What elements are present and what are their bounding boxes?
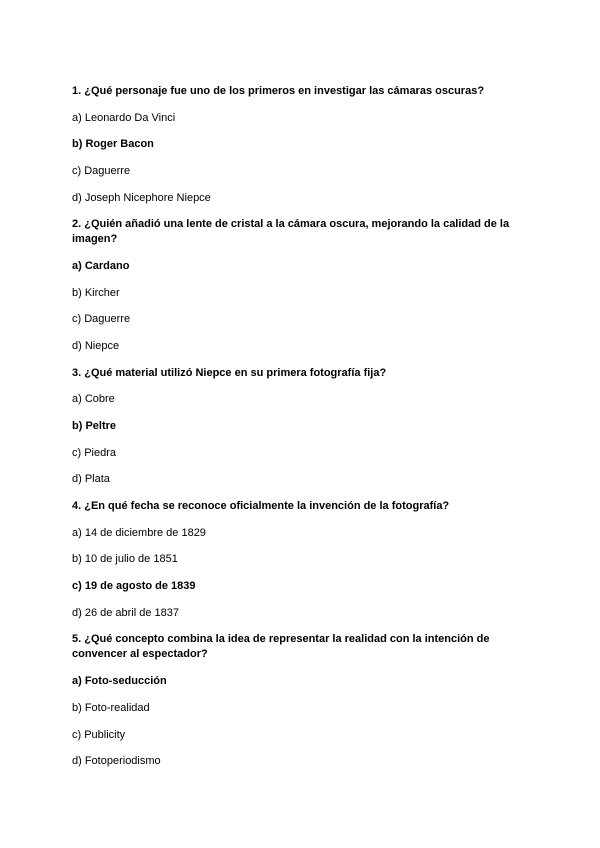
question-5: 5. ¿Qué concepto combina la idea de representar la realidad con la intención de convencer al espectador?: [72, 633, 490, 660]
q3-option-a: a) Cobre: [72, 393, 115, 405]
q1-option-c: c) Daguerre: [72, 165, 131, 177]
q2-option-b: b) Kircher: [72, 287, 120, 299]
q4-option-a: a) 14 de diciembre de 1829: [72, 527, 206, 539]
q3-option-d: d) Plata: [72, 473, 110, 485]
question-2: 2. ¿Quién añadió una lente de cristal a la cámara oscura, mejorando la calidad de la imagen?: [72, 218, 510, 245]
q1-option-d: d) Joseph Nicephore Niepce: [72, 192, 211, 204]
q5-option-d: d) Fotoperiodismo: [72, 755, 161, 767]
q5-option-c: c) Publicity: [72, 729, 126, 741]
q4-option-d: d) 26 de abril de 1837: [72, 607, 180, 619]
q5-option-b: b) Foto-realidad: [72, 702, 150, 714]
q2-option-d: d) Niepce: [72, 340, 120, 352]
q5-option-a-correct: a) Foto-seducción: [72, 675, 167, 687]
q1-option-b-correct: b) Roger Bacon: [72, 138, 154, 150]
question-3: 3. ¿Qué material utilizó Niepce en su primera fotografía fija?: [72, 367, 387, 379]
q3-option-c: c) Piedra: [72, 447, 117, 459]
q4-option-c-correct: c) 19 de agosto de 1839: [72, 580, 196, 592]
q2-option-c: c) Daguerre: [72, 313, 131, 325]
q1-option-a: a) Leonardo Da Vinci: [72, 112, 176, 124]
q4-option-b: b) 10 de julio de 1851: [72, 553, 178, 565]
question-4: 4. ¿En qué fecha se reconoce oficialmente la invención de la fotografía?: [72, 500, 450, 512]
q3-option-b-correct: b) Peltre: [72, 420, 117, 432]
q2-option-a-correct: a) Cardano: [72, 260, 130, 272]
question-1: 1. ¿Qué personaje fue uno de los primeros en investigar las cámaras oscuras?: [72, 85, 485, 97]
